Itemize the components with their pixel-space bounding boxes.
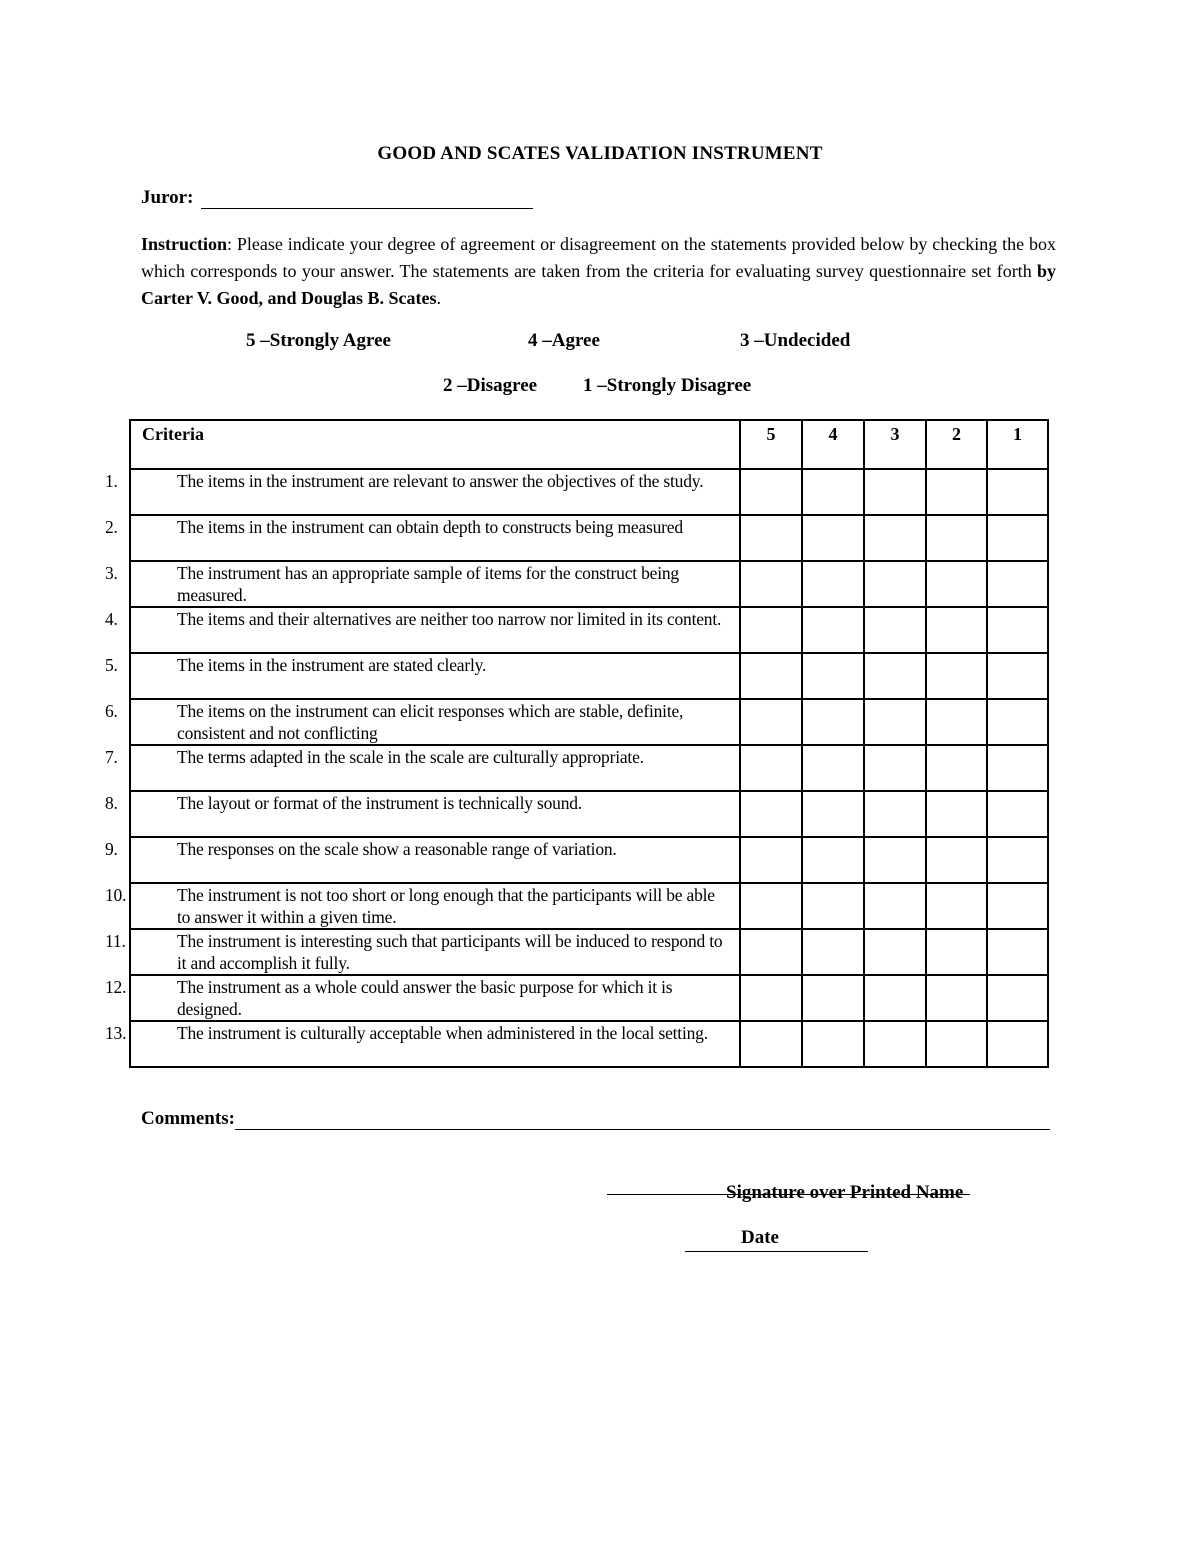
rating-checkbox-5[interactable] [740, 745, 802, 791]
criteria-item-number: 2. [105, 517, 118, 537]
criteria-item-text [105, 838, 729, 860]
rating-checkbox-2[interactable] [926, 975, 987, 1021]
instruction-paragraph [141, 231, 1056, 312]
rating-checkbox-3[interactable] [864, 469, 926, 515]
scale-agree: 4 –Agree [528, 330, 600, 351]
criteria-item-statement: The instrument as a whole could answer the basic purpose for which it is designed. [177, 977, 673, 1019]
rating-header-5: 5 [740, 420, 802, 469]
rating-checkbox-5[interactable] [740, 975, 802, 1021]
date-label: Date [741, 1227, 779, 1248]
criteria-item [105, 791, 740, 837]
rating-checkbox-2[interactable] [926, 745, 987, 791]
criteria-item-statement: The items in the instrument can obtain depth to constructs being measured [177, 517, 683, 537]
rating-checkbox-4[interactable] [802, 469, 864, 515]
criteria-item-statement: The responses on the scale show a reasonable range of variation. [177, 839, 617, 859]
rating-checkbox-2[interactable] [926, 699, 987, 745]
criteria-item [105, 699, 740, 745]
table-row [130, 607, 1048, 653]
table-row [130, 883, 1048, 929]
table-row [130, 653, 1048, 699]
criteria-item-text [105, 1022, 729, 1044]
rating-checkbox-4[interactable] [802, 791, 864, 837]
table-row [130, 745, 1048, 791]
criteria-item-number: 4. [105, 609, 118, 629]
rating-checkbox-2[interactable] [926, 607, 987, 653]
criteria-item-number: 6. [105, 701, 118, 721]
rating-checkbox-4[interactable] [802, 929, 864, 975]
rating-checkbox-5[interactable] [740, 653, 802, 699]
rating-checkbox-1[interactable] [987, 1021, 1048, 1067]
criteria-item-text [105, 608, 729, 630]
rating-checkbox-1[interactable] [987, 653, 1048, 699]
rating-header-2: 2 [926, 420, 987, 469]
criteria-item-number: 13. [105, 1023, 127, 1043]
instruction-text: : Please indicate your degree of agreement or disagreement on the statements provided below by checking the box which corresponds to your answer. The statements are taken from the criteria for evaluating survey questionnaire set forth [141, 234, 1056, 281]
criteria-item-statement: The items on the instrument can elicit responses which are stable, definite, consistent and not conflicting [177, 701, 684, 743]
juror-field [141, 187, 533, 209]
table-row [130, 699, 1048, 745]
rating-checkbox-3[interactable] [864, 929, 926, 975]
rating-header-1: 1 [987, 420, 1048, 469]
rating-checkbox-5[interactable] [740, 1021, 802, 1067]
criteria-item-number: 9. [105, 839, 118, 859]
criteria-item [105, 515, 740, 561]
rating-checkbox-5[interactable] [740, 791, 802, 837]
criteria-item-statement: The items in the instrument are stated clearly. [177, 655, 487, 675]
criteria-item [105, 929, 740, 975]
comments-input-line[interactable] [235, 1109, 1050, 1130]
criteria-item-statement: The instrument is interesting such that participants will be induced to respond to it and accomplish it fully. [177, 931, 723, 973]
rating-checkbox-1[interactable] [987, 883, 1048, 929]
rating-checkbox-1[interactable] [987, 561, 1048, 607]
table-row [130, 791, 1048, 837]
criteria-item-number: 8. [105, 793, 118, 813]
rating-checkbox-2[interactable] [926, 883, 987, 929]
rating-checkbox-5[interactable] [740, 929, 802, 975]
criteria-item-text [105, 792, 729, 814]
rating-checkbox-4[interactable] [802, 561, 864, 607]
rating-checkbox-4[interactable] [802, 883, 864, 929]
rating-checkbox-4[interactable] [802, 837, 864, 883]
criteria-item-number: 5. [105, 655, 118, 675]
date-line[interactable] [685, 1251, 868, 1252]
comments-field [141, 1108, 1050, 1130]
rating-checkbox-3[interactable] [864, 1021, 926, 1067]
table-header-row [130, 420, 1048, 469]
rating-checkbox-1[interactable] [987, 699, 1048, 745]
rating-checkbox-4[interactable] [802, 745, 864, 791]
juror-input-line[interactable] [201, 188, 533, 209]
rating-header-3: 3 [864, 420, 926, 469]
criteria-item-text [105, 746, 729, 768]
scale-strongly-agree: 5 –Strongly Agree [246, 330, 391, 351]
rating-checkbox-4[interactable] [802, 1021, 864, 1067]
criteria-item-text [105, 470, 729, 492]
scale-strongly-disagree: 1 –Strongly Disagree [583, 375, 752, 396]
criteria-item-text [105, 884, 729, 928]
rating-checkbox-2[interactable] [926, 929, 987, 975]
criteria-item-number: 10. [105, 885, 127, 905]
criteria-item [105, 883, 740, 929]
table-row [130, 515, 1048, 561]
rating-checkbox-1[interactable] [987, 745, 1048, 791]
rating-checkbox-1[interactable] [987, 837, 1048, 883]
criteria-table [105, 419, 1049, 1068]
criteria-item-text [105, 976, 729, 1020]
criteria-item-statement: The items in the instrument are relevant to answer the objectives of the study. [177, 471, 704, 491]
rating-checkbox-5[interactable] [740, 699, 802, 745]
table-row [130, 561, 1048, 607]
rating-checkbox-1[interactable] [987, 929, 1048, 975]
rating-checkbox-1[interactable] [987, 791, 1048, 837]
criteria-item-number: 12. [105, 977, 127, 997]
rating-checkbox-5[interactable] [740, 469, 802, 515]
rating-checkbox-4[interactable] [802, 975, 864, 1021]
rating-checkbox-5[interactable] [740, 561, 802, 607]
rating-checkbox-4[interactable] [802, 607, 864, 653]
rating-checkbox-1[interactable] [987, 469, 1048, 515]
rating-checkbox-5[interactable] [740, 883, 802, 929]
criteria-item-statement: The layout or format of the instrument is technically sound. [177, 793, 582, 813]
rating-checkbox-5[interactable] [740, 607, 802, 653]
instruction-label: Instruction [141, 234, 228, 254]
criteria-item [105, 653, 740, 699]
criteria-item-number: 7. [105, 747, 118, 767]
rating-checkbox-2[interactable] [926, 837, 987, 883]
rating-checkbox-3[interactable] [864, 561, 926, 607]
rating-checkbox-2[interactable] [926, 653, 987, 699]
rating-checkbox-4[interactable] [802, 515, 864, 561]
rating-checkbox-2[interactable] [926, 561, 987, 607]
comments-label: Comments: [141, 1108, 235, 1129]
rating-checkbox-2[interactable] [926, 1021, 987, 1067]
rating-checkbox-1[interactable] [987, 607, 1048, 653]
table-row [130, 1021, 1048, 1067]
criteria-item-text [105, 700, 729, 744]
criteria-item-number: 11. [105, 931, 126, 951]
criteria-header: Criteria [130, 420, 740, 469]
table-row [130, 975, 1048, 1021]
criteria-item [105, 745, 740, 791]
rating-checkbox-1[interactable] [987, 975, 1048, 1021]
criteria-item-statement: The instrument has an appropriate sample of items for the construct being measured. [177, 563, 679, 605]
table-row [130, 837, 1048, 883]
rating-checkbox-2[interactable] [926, 791, 987, 837]
rating-checkbox-4[interactable] [802, 653, 864, 699]
rating-checkbox-3[interactable] [864, 515, 926, 561]
rating-checkbox-5[interactable] [740, 837, 802, 883]
criteria-item [105, 469, 740, 515]
criteria-item-text [105, 516, 729, 538]
scale-undecided: 3 –Undecided [740, 330, 851, 351]
criteria-item-text [105, 562, 729, 606]
rating-checkbox-4[interactable] [802, 699, 864, 745]
table-row [130, 929, 1048, 975]
table-row [130, 469, 1048, 515]
criteria-item [105, 1021, 740, 1067]
criteria-item [105, 837, 740, 883]
rating-checkbox-1[interactable] [987, 515, 1048, 561]
rating-checkbox-3[interactable] [864, 699, 926, 745]
page-title: GOOD AND SCATES VALIDATION INSTRUMENT [377, 143, 823, 164]
instruction-end: . [436, 288, 442, 308]
rating-checkbox-5[interactable] [740, 515, 802, 561]
scale-disagree: 2 –Disagree [443, 375, 538, 396]
criteria-item-statement: The instrument is culturally acceptable when administered in the local setting. [177, 1023, 708, 1043]
rating-checkbox-3[interactable] [864, 745, 926, 791]
rating-checkbox-2[interactable] [926, 515, 987, 561]
rating-checkbox-2[interactable] [926, 469, 987, 515]
criteria-item-text [105, 930, 729, 974]
criteria-item-text [105, 654, 729, 676]
criteria-item-statement: The items and their alternatives are neither too narrow nor limited in its content. [177, 609, 722, 629]
criteria-item-number: 3. [105, 563, 118, 583]
criteria-item [105, 561, 740, 607]
rating-checkbox-3[interactable] [864, 975, 926, 1021]
criteria-item-statement: The terms adapted in the scale in the scale are culturally appropriate. [177, 747, 644, 767]
rating-checkbox-3[interactable] [864, 791, 926, 837]
rating-checkbox-3[interactable] [864, 607, 926, 653]
signature-label: Signature over Printed Name [726, 1182, 964, 1203]
rating-checkbox-3[interactable] [864, 653, 926, 699]
criteria-item [105, 607, 740, 653]
rating-checkbox-3[interactable] [864, 883, 926, 929]
rating-checkbox-3[interactable] [864, 837, 926, 883]
criteria-item-statement: The instrument is not too short or long enough that the participants will be able to answer it within a given time. [177, 885, 715, 927]
criteria-item-number: 1. [105, 471, 118, 491]
juror-label: Juror: [141, 187, 194, 208]
criteria-item [105, 975, 740, 1021]
rating-header-4: 4 [802, 420, 864, 469]
instruction-authors: by Carter V. Good, and Douglas B. Scates [141, 261, 1056, 308]
